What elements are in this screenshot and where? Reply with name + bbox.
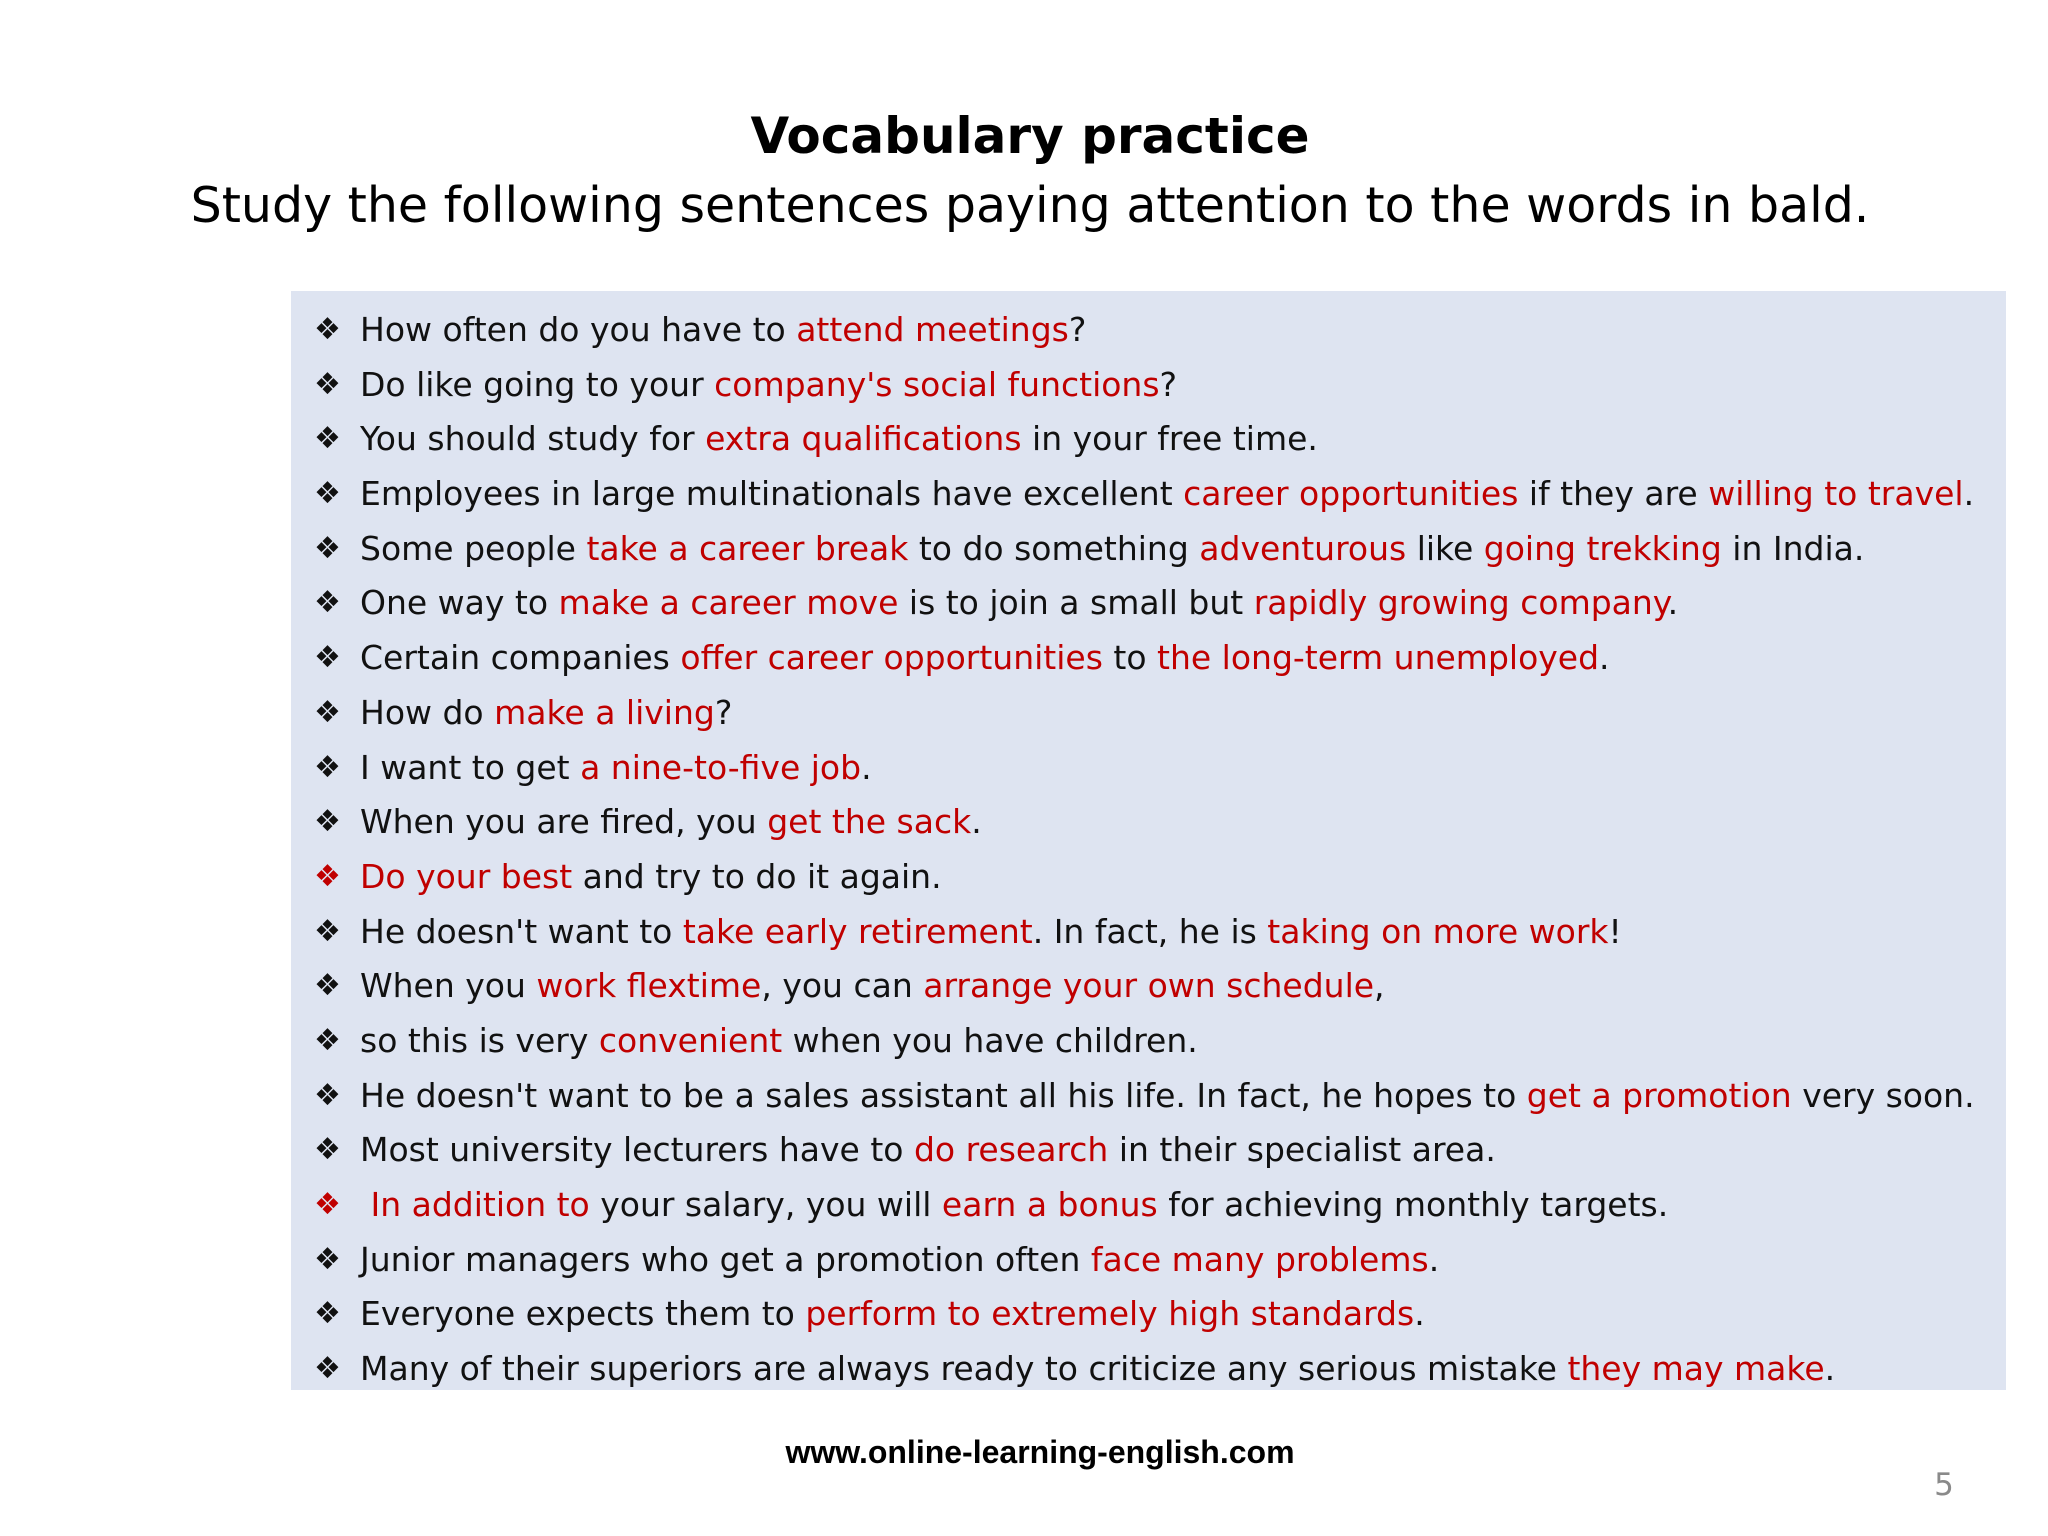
sentence-text: very soon.	[1791, 1075, 1975, 1115]
diamond-cluster-icon: ❖	[314, 585, 341, 621]
sentence-text: in India.	[1721, 528, 1865, 568]
sentence-text: Do like going to your	[360, 364, 715, 404]
sentence-text: One way to	[360, 583, 559, 623]
highlighted-phrase: the long-term unemployed	[1157, 638, 1600, 678]
diamond-cluster-icon: ❖	[314, 694, 341, 730]
sentence-item	[314, 850, 1975, 905]
sentence-text: You should study for	[360, 419, 706, 459]
sentence-text: When you are fired, you	[360, 802, 768, 842]
sentence-text: when you have children.	[782, 1020, 1198, 1060]
sentence-item	[314, 959, 1975, 1014]
sentence-item	[314, 1069, 1975, 1124]
sentence-text: to do something	[908, 528, 1200, 568]
highlighted-phrase: a nine-to-five job	[580, 747, 862, 787]
diamond-cluster-icon: ❖	[314, 858, 341, 894]
diamond-cluster-icon: ❖	[314, 1351, 341, 1387]
diamond-cluster-icon: ❖	[314, 421, 341, 457]
sentence-text: in your free time.	[1021, 419, 1318, 459]
highlighted-phrase: get the sack	[767, 802, 972, 842]
sentence-text: .	[1824, 1349, 1836, 1389]
highlighted-phrase: earn a bonus	[941, 1185, 1158, 1224]
sentence-item	[314, 576, 1975, 631]
highlighted-phrase: offer career opportunities	[680, 638, 1103, 678]
sentence-text: Employees in large multinationals have excellent	[360, 474, 1184, 514]
sentence-text: .	[861, 747, 872, 787]
sentence-item	[314, 741, 1975, 796]
sentence-item	[314, 412, 1975, 467]
sentence-item	[314, 1014, 1975, 1069]
sentence-text: for achieving monthly targets.	[1157, 1185, 1669, 1224]
highlighted-phrase: take early retirement	[682, 911, 1033, 951]
highlighted-phrase: make a career move	[558, 583, 899, 623]
sentence-text: ?	[714, 692, 733, 732]
diamond-cluster-icon: ❖	[314, 1022, 341, 1058]
sentence-item	[314, 905, 1975, 960]
sentence-text: How often do you have to	[360, 310, 797, 349]
sentence-item	[314, 1123, 1975, 1178]
sentence-text: Certain companies	[360, 638, 681, 678]
diamond-cluster-icon: ❖	[314, 476, 341, 512]
slide-title: Vocabulary practice	[750, 107, 1310, 165]
highlighted-phrase: Do your best	[360, 856, 573, 896]
highlighted-phrase: going trekking	[1483, 528, 1722, 568]
sentence-text: I want to get	[360, 747, 581, 787]
highlighted-phrase: rapidly growing company	[1253, 583, 1668, 623]
highlighted-phrase: get a promotion	[1526, 1075, 1792, 1115]
slide-subtitle: Study the following sentences paying attention to the words in bald.	[190, 177, 1870, 234]
footer-url: www.online-learning-english.com	[785, 1434, 1295, 1470]
highlighted-phrase: do research	[913, 1130, 1109, 1170]
sentence-text: Some people	[360, 528, 587, 568]
sentence-text: Most university lecturers have to	[360, 1130, 914, 1170]
sentence-text: .	[1667, 583, 1679, 623]
diamond-cluster-icon: ❖	[314, 804, 341, 840]
highlighted-phrase: company's social functions	[714, 364, 1160, 404]
page-number: 5	[1934, 1467, 1954, 1503]
sentence-item	[314, 795, 1975, 850]
sentence-text: to	[1102, 638, 1158, 678]
highlighted-phrase: taking on more work	[1267, 911, 1609, 951]
highlighted-phrase: convenient	[598, 1020, 783, 1060]
diamond-cluster-icon: ❖	[314, 530, 341, 566]
sentence-text: your salary, you will	[589, 1185, 942, 1224]
diamond-cluster-icon: ❖	[314, 1132, 341, 1168]
sentence-text: ?	[1068, 310, 1087, 349]
sentence-text: .	[971, 802, 982, 842]
sentence-item	[314, 1178, 1975, 1233]
sentence-text: .	[1428, 1239, 1440, 1279]
sentence-list	[314, 303, 1975, 1397]
sentence-text: Everyone expects them to	[360, 1294, 806, 1334]
sentence-text: ,	[1374, 966, 1385, 1006]
sentence-item	[314, 686, 1975, 741]
diamond-cluster-icon: ❖	[314, 1296, 341, 1332]
highlighted-phrase: face many problems	[1090, 1239, 1429, 1279]
highlighted-phrase: career opportunities	[1183, 474, 1519, 514]
diamond-cluster-icon: ❖	[314, 913, 341, 949]
diamond-cluster-icon: ❖	[314, 1187, 341, 1222]
diamond-cluster-icon: ❖	[314, 1077, 341, 1113]
sentence-text: Many of their superiors are always ready to criticize any serious mistake	[360, 1349, 1568, 1389]
sentence-text: if they are	[1518, 474, 1709, 514]
diamond-cluster-icon: ❖	[314, 312, 341, 347]
highlighted-phrase: they may make	[1567, 1349, 1825, 1389]
sentence-item	[314, 522, 1975, 577]
highlighted-phrase: In addition to	[360, 1185, 590, 1224]
sentence-text: When you	[360, 966, 537, 1006]
sentence-item	[314, 1342, 1975, 1397]
sentence-text: .	[1414, 1294, 1425, 1334]
sentence-text: He doesn't want to	[360, 911, 683, 951]
diamond-cluster-icon: ❖	[314, 968, 341, 1004]
sentence-text: is to join a small but	[898, 583, 1254, 623]
sentence-item	[314, 1287, 1975, 1342]
diamond-cluster-icon: ❖	[314, 1241, 341, 1277]
sentence-text: .	[1599, 638, 1610, 678]
sentence-text: .	[1963, 474, 1975, 514]
sentence-text: . In fact, he is	[1032, 911, 1268, 951]
highlighted-phrase: perform to extremely high standards	[805, 1294, 1415, 1334]
sentence-panel	[291, 291, 2006, 1390]
diamond-cluster-icon: ❖	[314, 366, 341, 402]
sentence-text: , you can	[761, 966, 924, 1006]
highlighted-phrase: adventurous	[1199, 528, 1407, 568]
highlighted-phrase: extra qualifications	[705, 419, 1022, 459]
sentence-text: How do	[360, 692, 495, 732]
sentence-item	[314, 631, 1975, 686]
sentence-item	[314, 467, 1975, 522]
sentence-text: in their specialist area.	[1108, 1130, 1496, 1170]
sentence-item	[314, 303, 1975, 358]
diamond-cluster-icon: ❖	[314, 749, 341, 785]
sentence-item	[314, 1233, 1975, 1288]
highlighted-phrase: attend meetings	[796, 310, 1069, 349]
highlighted-phrase: willing to travel	[1708, 474, 1964, 514]
highlighted-phrase: work flextime	[536, 966, 762, 1006]
diamond-cluster-icon: ❖	[314, 640, 341, 676]
sentence-text: !	[1608, 911, 1622, 951]
highlighted-phrase: make a living	[494, 692, 715, 732]
sentence-text: Junior managers who get a promotion often	[360, 1239, 1091, 1279]
sentence-text: so this is very	[360, 1020, 599, 1060]
sentence-text: ?	[1159, 364, 1178, 404]
highlighted-phrase: take a career break	[586, 528, 909, 568]
sentence-item	[314, 358, 1975, 413]
highlighted-phrase: arrange your own schedule	[923, 966, 1375, 1006]
sentence-text: and try to do it again.	[572, 856, 942, 896]
sentence-text: like	[1406, 528, 1484, 568]
sentence-text: He doesn't want to be a sales assistant all his life. In fact, he hopes to	[360, 1075, 1527, 1115]
